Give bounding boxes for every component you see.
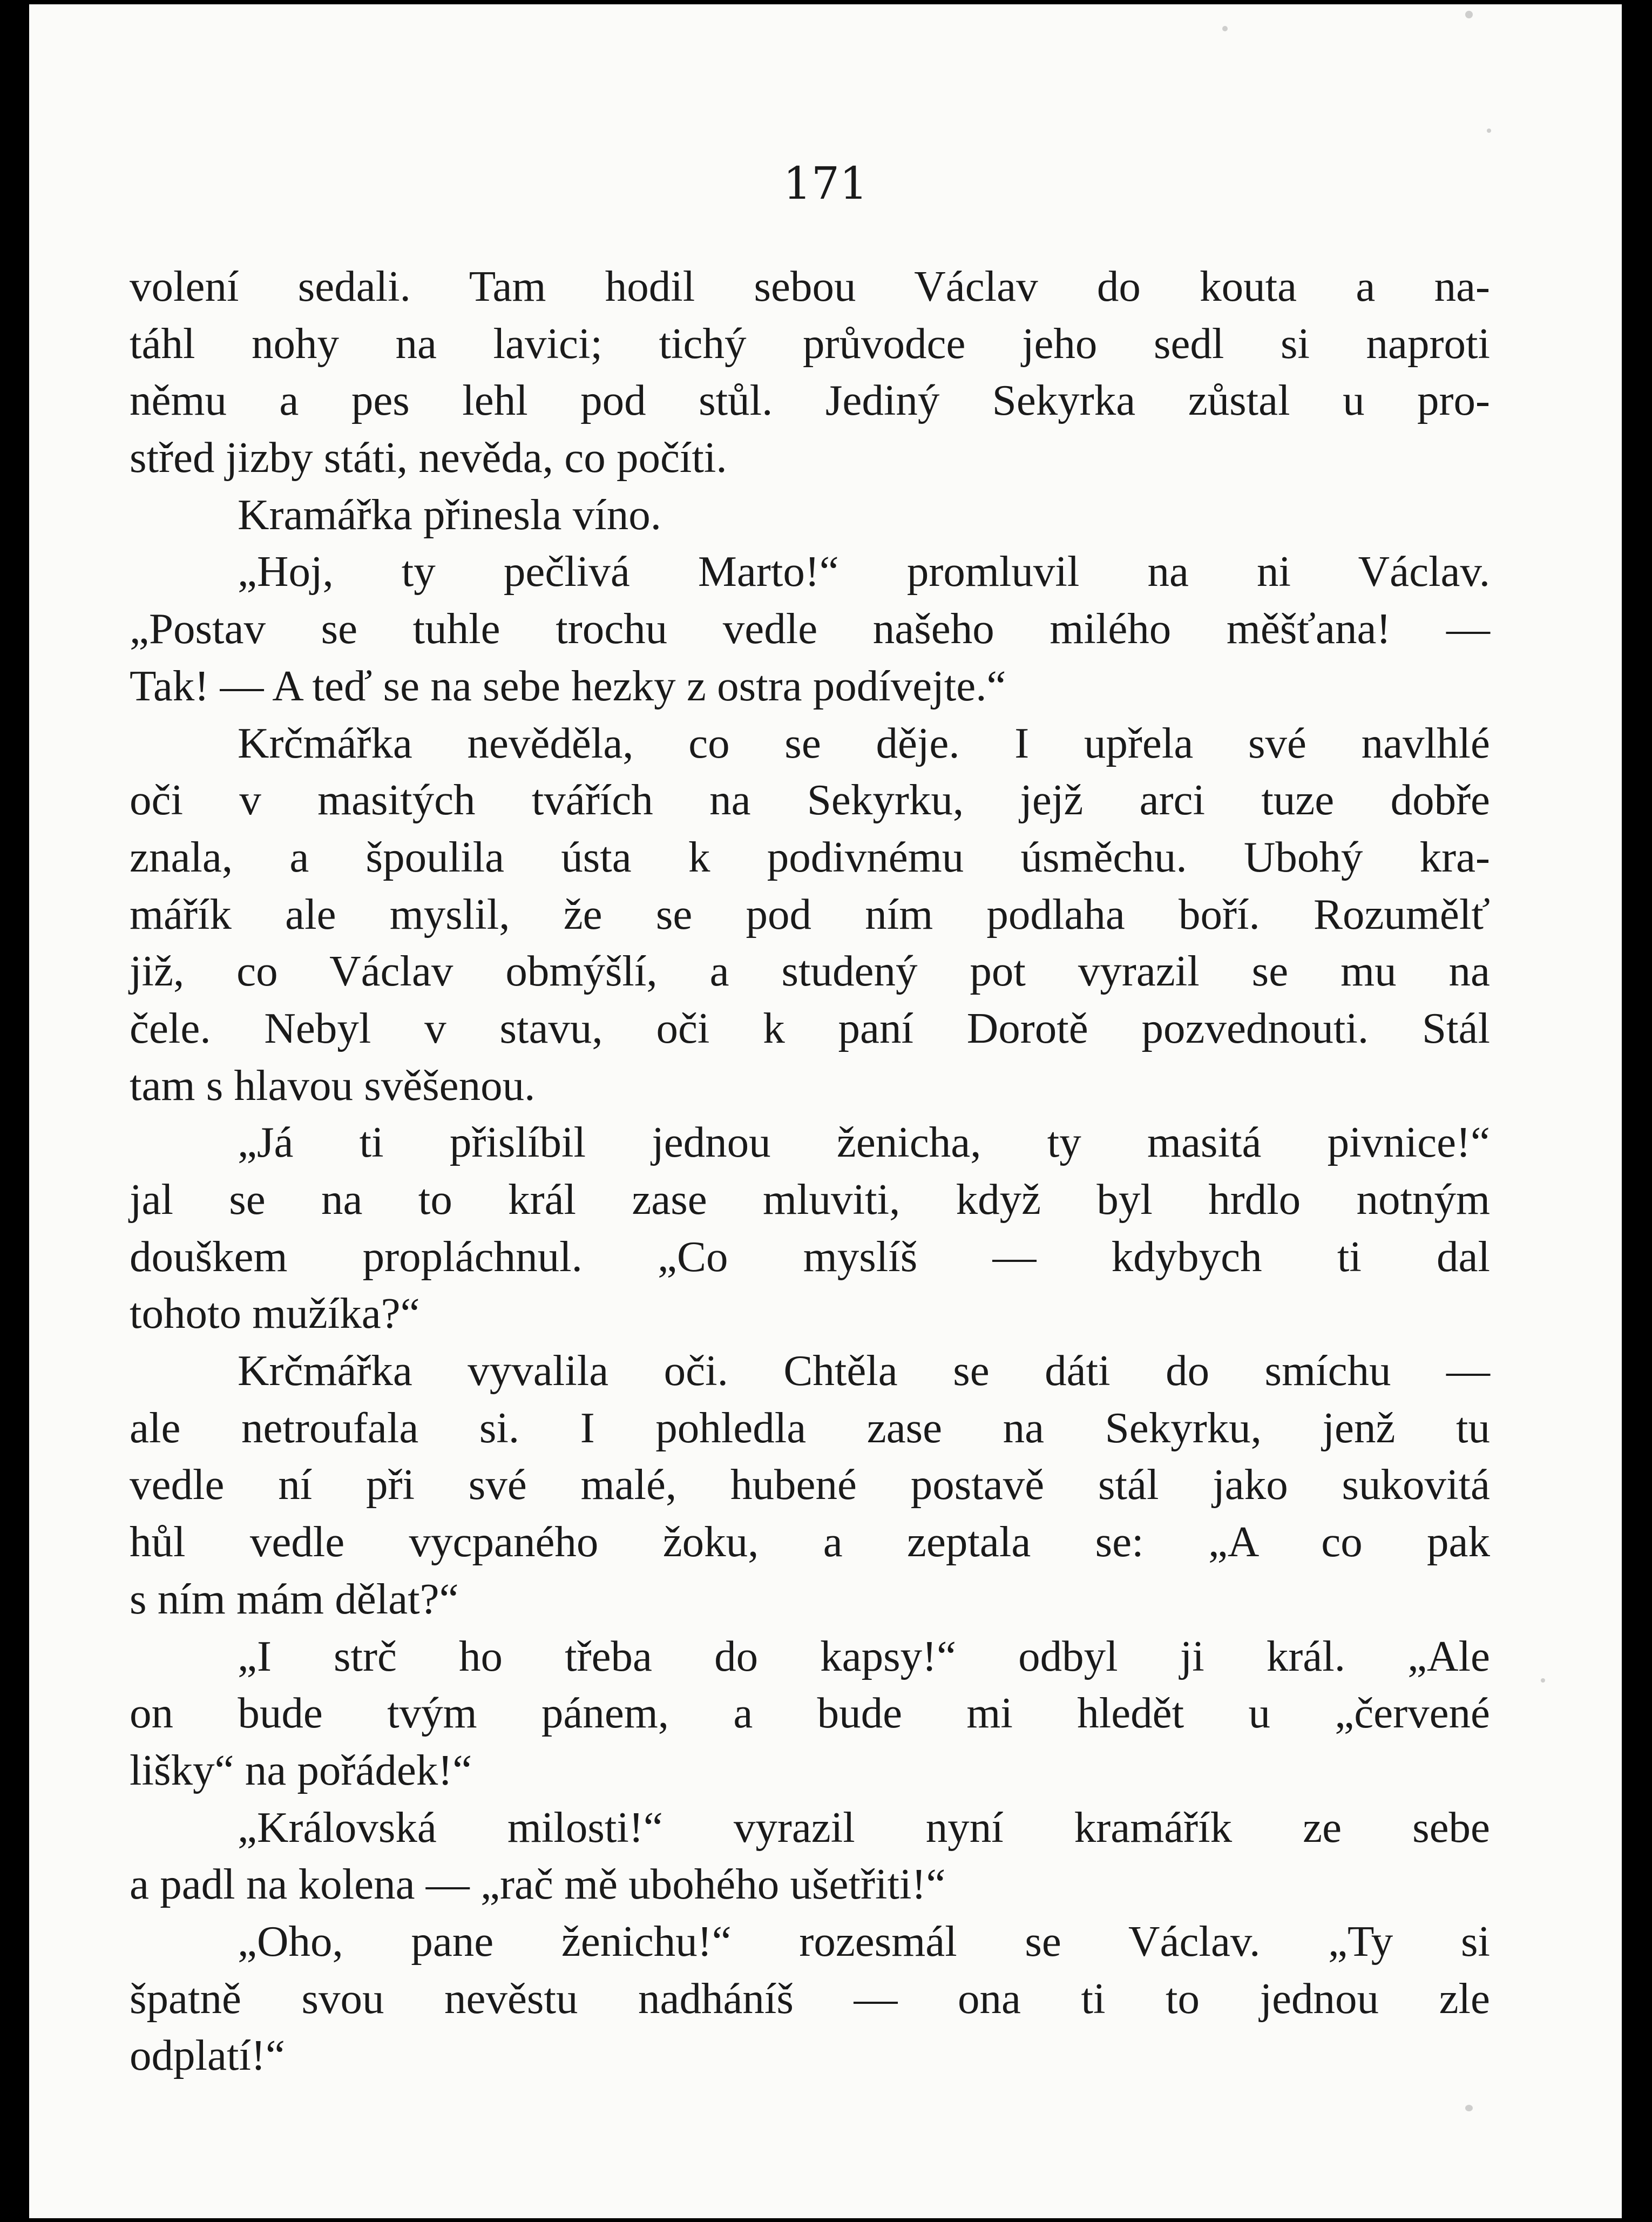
text-line: volení sedali. Tam hodil sebou Václav do kouta a na- (130, 262, 1490, 310)
text-line: odplatí!“ (130, 2031, 285, 2080)
text-line: špatně svou nevěstu nadháníš — ona ti to jednou zle (130, 1974, 1490, 2023)
text-line: Kramářka přinesla víno. (238, 490, 661, 539)
page-number: 171 (783, 158, 868, 210)
text-line: a padl na kolena — „rač mě ubohého ušetřiti!“ (130, 1860, 946, 1909)
text-line: „I strč ho třeba do kapsy!“ odbyl ji král. „Ale (238, 1631, 1490, 1680)
text-line: již, co Václav obmýšlí, a studený pot vyrazil se mu na (130, 947, 1490, 996)
text-line: douškem propláchnul. „Co myslíš — kdybych ti dal (130, 1232, 1490, 1281)
text-line: Tak! — A teď se na sebe hezky z ostra podívejte.“ (130, 661, 1006, 710)
scan-speck (1465, 11, 1473, 18)
text-line: „Oho, pane ženichu!“ rozesmál se Václav. „Ty si (238, 1916, 1490, 1966)
text-line: Krčmářka nevěděla, co se děje. I upřela své navlhlé (238, 718, 1490, 767)
text-line: s ním mám dělat?“ (130, 1574, 459, 1623)
text-line: tam s hlavou svěšenou. (130, 1061, 536, 1110)
book-page (29, 4, 1622, 2218)
text-line: čele. Nebyl v stavu, oči k paní Dorotě pozvednouti. Stál (130, 1003, 1490, 1052)
scan-speck (1487, 129, 1491, 133)
text-line: táhl nohy na lavici; tichý průvodce jeho sedl si naproti (130, 319, 1490, 368)
text-line: „Já ti přislíbil jednou ženicha, ty masitá pivnice!“ (238, 1118, 1490, 1167)
text-line: „Hoj, ty pečlivá Marto!“ promluvil na ni Václav. (238, 547, 1490, 596)
scan-speck (1465, 2105, 1473, 2111)
text-line: střed jizby státi, nevěda, co počíti. (130, 433, 727, 482)
text-line: lišky“ na pořádek!“ (130, 1745, 472, 1794)
text-line: jal se na to král zase mluviti, když byl hrdlo notným (130, 1175, 1490, 1224)
text-line: vedle ní při své malé, hubené postavě stál jako sukovitá (130, 1460, 1490, 1509)
text-line: tohoto mužíka?“ (130, 1289, 420, 1338)
text-line: „Postav se tuhle trochu vedle našeho milého měšťana! — (130, 604, 1490, 653)
text-line: on bude tvým pánem, a bude mi hledět u „červené (130, 1689, 1490, 1738)
text-line: mářík ale myslil, že se pod ním podlaha boří. Rozumělť (130, 889, 1490, 938)
text-line: Krčmářka vyvalila oči. Chtěla se dáti do smíchu — (238, 1346, 1490, 1395)
text-line: znala, a špoulila ústa k podivnému úsměchu. Ubohý kra- (130, 832, 1490, 881)
scan-speck (1222, 26, 1228, 31)
text-line: ale netroufala si. I pohledla zase na Sekyrku, jenž tu (130, 1403, 1490, 1452)
text-line: oči v masitých tvářích na Sekyrku, jejž arci tuze dobře (130, 775, 1490, 825)
text-line: hůl vedle vycpaného žoku, a zeptala se: „A co pak (130, 1517, 1490, 1566)
text-line: němu a pes lehl pod stůl. Jediný Sekyrka zůstal u pro- (130, 376, 1490, 425)
scan-speck (1541, 1678, 1545, 1683)
body-text (130, 258, 1490, 2084)
text-line: „Královská milosti!“ vyrazil nyní kramářík ze sebe (238, 1802, 1490, 1852)
